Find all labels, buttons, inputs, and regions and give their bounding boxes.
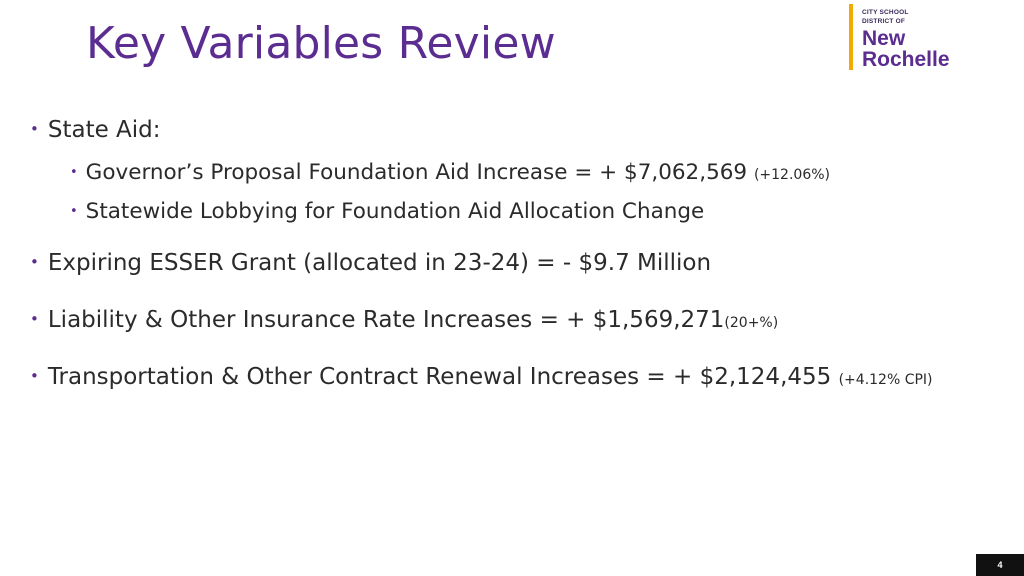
page-number: 4: [976, 554, 1024, 576]
logo-line-city-school: CITY SCHOOL: [862, 9, 909, 16]
bullet-text: State Aid:: [47, 117, 161, 143]
bullet-dot: •: [30, 253, 39, 271]
logo-accent-bar: [849, 4, 853, 70]
subbullet-statewide-lobbying: [70, 199, 704, 224]
bullet-text: Statewide Lobbying for Foundation Aid Allocation Change: [85, 199, 705, 224]
bullet-text: Transportation & Other Contract Renewal Increases = + $2,124,455: [47, 364, 839, 390]
bullet-dot: •: [70, 165, 78, 180]
logo-line-new: New: [862, 27, 906, 50]
bullet-esser-grant: [30, 250, 711, 276]
bullet-note: (+4.12% CPI): [838, 372, 933, 388]
slide-title: Key Variables Review: [86, 18, 556, 69]
bullet-note: (+12.06%): [753, 167, 830, 183]
subbullet-governor-proposal: [70, 160, 830, 185]
bullet-dot: •: [30, 120, 39, 138]
bullet-transportation: [30, 364, 933, 390]
logo-line-rochelle: Rochelle: [862, 48, 950, 71]
logo-line-district-of: DISTRICT OF: [862, 18, 906, 25]
bullet-text: Governor’s Proposal Foundation Aid Increase = + $7,062,569: [85, 160, 754, 185]
bullet-dot: •: [30, 367, 39, 385]
bullet-note: (20+%): [724, 315, 779, 331]
bullet-dot: •: [30, 310, 39, 328]
district-logo: [849, 4, 989, 70]
bullet-text: Expiring ESSER Grant (allocated in 23-24) = - $9.7 Million: [47, 250, 712, 276]
bullet-dot: •: [70, 204, 78, 219]
bullet-text: Liability & Other Insurance Rate Increases = + $1,569,271: [47, 307, 725, 333]
bullet-state-aid: [30, 117, 161, 143]
bullet-liability-insurance: [30, 307, 778, 333]
